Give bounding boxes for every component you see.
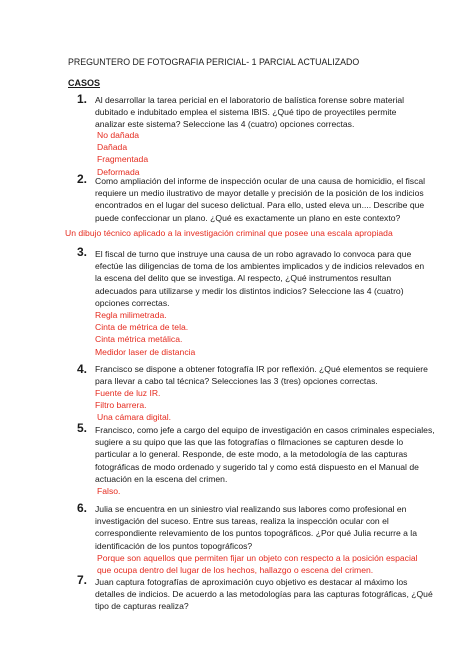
question-line: tipo de capturas realiza? <box>95 601 189 612</box>
question-2-answer: Un dibujo técnico aplicado a la investigación criminal que posee una escala apropiada <box>65 228 393 238</box>
question-line: analizar este sistema? Seleccione las 4 (cuatro) opciones correctas. <box>95 119 355 130</box>
answer-option: Regla milimetrada. <box>95 310 167 320</box>
question-line: Como ampliación del informe de inspección ocular de una causa de homicidio, el fiscal <box>95 176 426 186</box>
question-line: Francisco se dispone a obtener fotografía IR por reflexión. ¿Qué elementos se requiere <box>95 364 428 374</box>
question-line: Francisco, como jefe a cargo del equipo de investigación en casos criminales especiales, <box>95 425 435 435</box>
question-line: dubitado e indubitado emplea el sistema IBIS. ¿Qué tipo de proyectiles permite <box>95 107 397 118</box>
question-1-answers <box>97 129 148 178</box>
answer-line: Porque son aquellos que permiten fijar un objeto con respecto a la posición espacial <box>97 553 418 563</box>
answer-option: Dañada <box>97 142 128 153</box>
answer-line: que ocupa dentro del lugar de los hechos, hallazgo o escena del crimen. <box>97 565 374 576</box>
question-number: 2. <box>77 172 88 186</box>
answer-option: Cinta de métrica de tela. <box>95 322 189 333</box>
question-6-text <box>95 503 417 552</box>
question-line: detalles de indicios. De acuerdo a las metodologías para las capturas fotográficas, ¿Qué <box>95 589 433 600</box>
question-line: Julia se encuentra en un siniestro vial realizando sus labores como profesional en <box>95 504 407 514</box>
question-line: requiere un medio ilustrativo de mayor detalle y precisión de la posición de los indicios <box>95 188 424 199</box>
section-heading: CASOS <box>68 78 101 88</box>
question-line: efectúe las diligencias de toma de los ambientes implicados y de indicios relevados en <box>95 261 425 272</box>
question-3-answers <box>95 309 195 358</box>
question-line: sugiere a su quipo que las que las fotografías o filmaciones se capturen desde lo <box>95 437 404 448</box>
answer-option: No dañada <box>97 130 140 140</box>
question-number: 3. <box>77 245 88 259</box>
document-title: PREGUNTERO DE FOTOGRAFIA PERICIAL- 1 PARCIAL ACTUALIZADO <box>68 57 360 67</box>
answer-option: Filtro barrera. <box>95 400 147 411</box>
question-2-text <box>95 175 425 224</box>
question-line: puede confeccionar un plano. ¿Qué es exactamente un plano en este contexto? <box>95 212 401 223</box>
question-6-answer <box>97 552 418 576</box>
answer-option: Fuente de luz IR. <box>95 388 161 398</box>
question-number: 6. <box>77 501 88 515</box>
question-7-text <box>95 576 433 613</box>
question-5-text <box>95 424 435 485</box>
question-line: adecuados para utilizarse y medir los distintos indicios? Seleccione las 4 (cuatro) <box>95 285 404 296</box>
answer-option: Medidor laser de distancia <box>95 346 196 357</box>
question-line: investigación del suceso. Entre sus tareas, realiza la inspección ocular con el <box>95 516 389 527</box>
answer-option: Una cámara digital. <box>97 412 172 423</box>
question-5-answer: Falso. <box>97 486 121 496</box>
question-line: encontrados en el lugar del suceso delictual. Para ello, usted eleva un.... Describe que <box>95 200 425 211</box>
question-line: para llevar a cabo tal técnica? Selecciones las 3 (tres) opciones correctas. <box>95 376 378 387</box>
question-1-text <box>95 94 404 131</box>
question-number: 5. <box>77 421 88 435</box>
question-line: la escena del delito que se investiga. Al respecto, ¿Qué instrumentos resultan <box>95 273 392 284</box>
question-4-text <box>95 363 428 387</box>
question-line: actuación en la escena del crimen. <box>95 473 228 484</box>
question-line: opciones correctas. <box>95 297 170 308</box>
question-number: 4. <box>77 362 88 376</box>
question-number: 1. <box>77 92 88 106</box>
question-line: identificación de los puntos topográficos? <box>95 540 253 551</box>
question-line: fotográficas de modo ordenado y sugerido tal y como está dispuesto en el Manual de <box>95 461 419 472</box>
answer-option: Fragmentada <box>97 154 149 165</box>
question-4-answers <box>95 387 171 424</box>
question-line: Al desarrollar la tarea pericial en el laboratorio de balística forense sobre material <box>95 95 405 105</box>
question-line: Juan captura fotografías de aproximación cuyo objetivo es destacar al máximo los <box>95 577 408 587</box>
answer-option: Cinta métrica metálica. <box>95 334 183 345</box>
question-3-text <box>95 248 424 309</box>
answer-option: Deformada <box>97 166 140 177</box>
question-line: particular a lo general. Responde, de este modo, a la metodología de las capturas <box>95 449 408 460</box>
question-line: El fiscal de turno que instruye una causa de un robo agravado lo convoca para que <box>95 249 412 259</box>
question-line: correspondiente relevamiento de los puntos topográficos. ¿Por qué Julia recurre a la <box>95 528 417 539</box>
question-number: 7. <box>77 573 88 587</box>
